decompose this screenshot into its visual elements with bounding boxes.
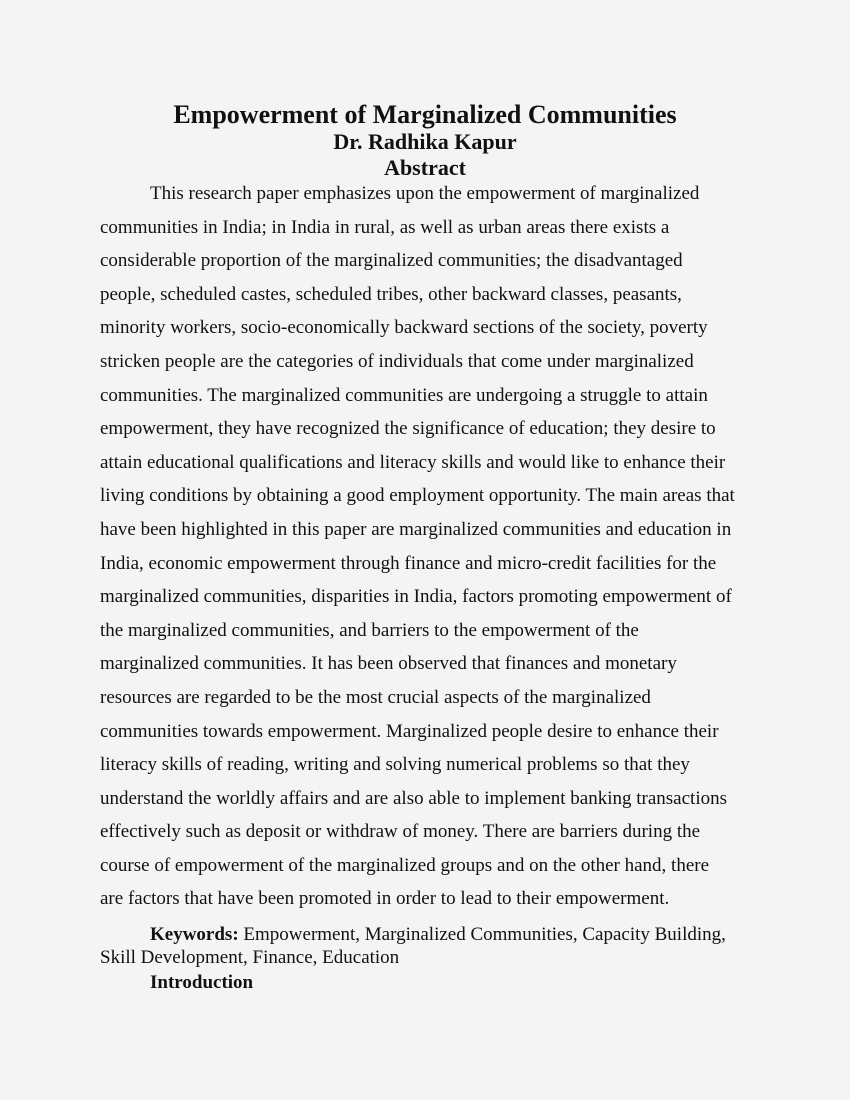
abstract-line: marginalized communities. It has been observed that finances and monetary — [100, 653, 677, 675]
abstract-line: communities in India; in India in rural, as well as urban areas there exists a — [100, 216, 670, 238]
introduction-heading: Introduction — [150, 972, 254, 993]
abstract-line: course of empowerment of the marginalized groups and on the other hand, there — [100, 854, 710, 876]
abstract-line: marginalized communities, disparities in India, factors promoting empowerment of — [100, 586, 732, 608]
abstract-line: empowerment, they have recognized the significance of education; they desire to — [100, 418, 716, 440]
abstract-line: minority workers, socio-economically backward sections of the society, poverty — [100, 317, 708, 339]
abstract-line: living conditions by obtaining a good employment opportunity. The main areas that — [100, 485, 735, 507]
abstract-line: stricken people are the categories of individuals that come under marginalized — [100, 350, 694, 372]
abstract-line: considerable proportion of the marginalized communities; the disadvantaged — [100, 250, 683, 272]
paper-title: Empowerment of Marginalized Communities — [173, 100, 677, 129]
abstract-line: effectively such as deposit or withdraw of money. There are barriers during the — [100, 821, 701, 843]
abstract-line: are factors that have been promoted in order to lead to their empowerment. — [100, 888, 670, 910]
abstract-body — [100, 177, 752, 916]
abstract-line: people, scheduled castes, scheduled tribes, other backward classes, peasants, — [100, 283, 682, 305]
abstract-heading: Abstract — [384, 155, 466, 180]
abstract-line: resources are regarded to be the most crucial aspects of the marginalized — [100, 686, 651, 708]
abstract-line: This research paper emphasizes upon the empowerment of marginalized — [150, 183, 700, 204]
keywords-paragraph — [100, 923, 752, 969]
keywords-label: Keywords: — [150, 924, 239, 945]
paper-author: Dr. Radhika Kapur — [333, 129, 517, 154]
keywords-first-line — [100, 923, 752, 946]
abstract-line: India, economic empowerment through finance and micro-credit facilities for the — [100, 552, 717, 574]
abstract-line: attain educational qualifications and literacy skills and would like to enhance their — [100, 451, 726, 473]
abstract-line: communities. The marginalized communities are undergoing a struggle to attain — [100, 384, 708, 406]
abstract-line: the marginalized communities, and barriers to the empowerment of the — [100, 619, 639, 641]
abstract-line: literacy skills of reading, writing and solving numerical problems so that they — [100, 754, 690, 776]
keywords-list-part1: Empowerment, Marginalized Communities, Capacity Building, — [243, 924, 726, 945]
abstract-line: have been highlighted in this paper are marginalized communities and education in — [100, 518, 732, 540]
abstract-line: communities towards empowerment. Marginalized people desire to enhance their — [100, 720, 719, 742]
abstract-line: understand the worldly affairs and are also able to implement banking transactions — [100, 787, 727, 809]
keywords-list-part2: Skill Development, Finance, Education — [100, 947, 400, 968]
